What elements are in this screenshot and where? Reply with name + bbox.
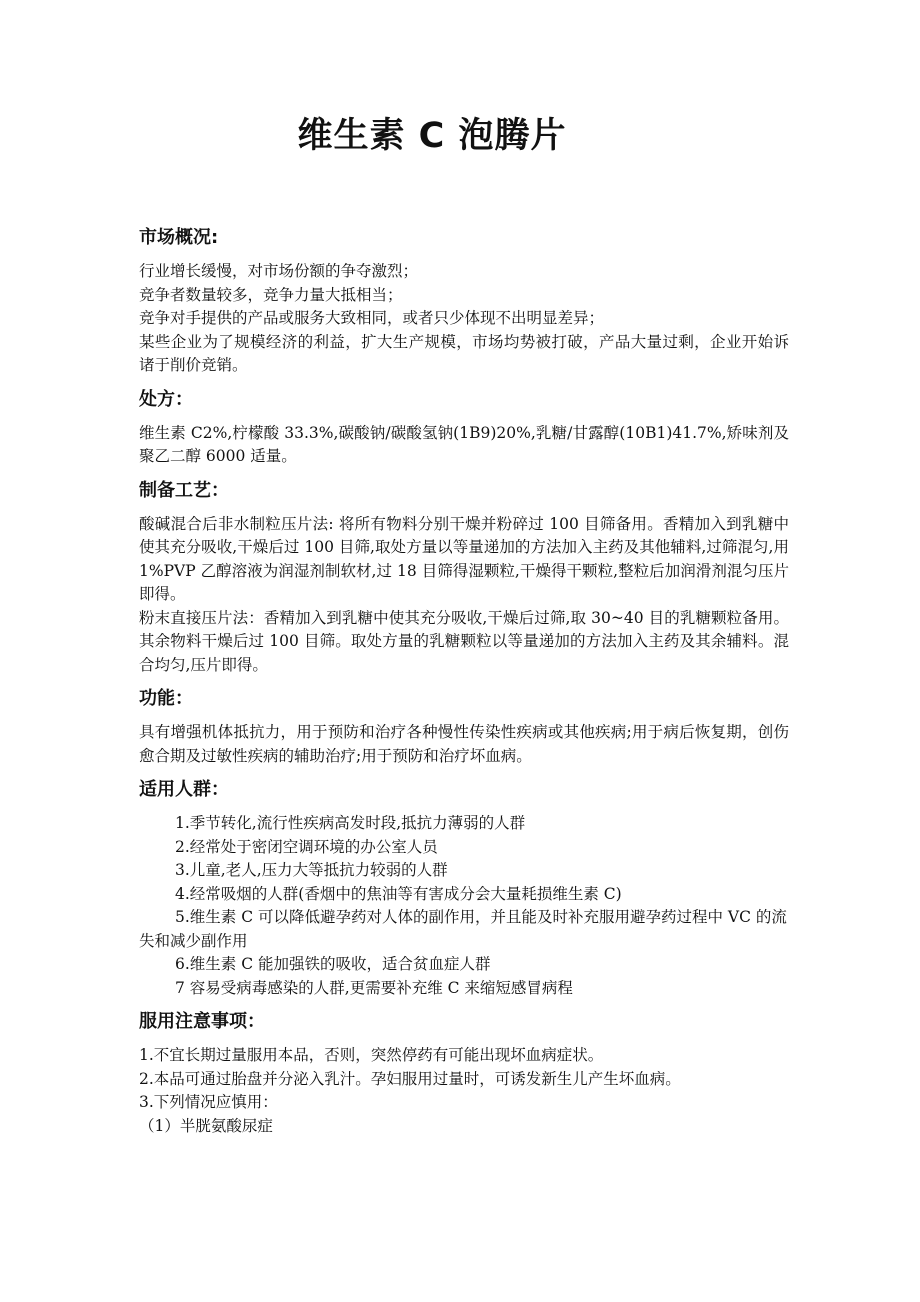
section-preparation-process [139,477,789,678]
list-item: 4.经常吸烟的人群(香烟中的焦油等有害成分会大量耗损维生素 C) [175,884,622,903]
list-item: 6.维生素 C 能加强铁的吸收，适合贫血症人群 [175,955,491,973]
paragraph-line: 1.不宜长期过量服用本品，否则，突然停药有可能出现坏血病症状。 [139,1046,604,1064]
section-function [139,685,789,768]
list-item: 3.儿童,老人,压力大等抵抗力较弱的人群 [175,861,448,879]
paragraph-line: 酸碱混合后非水制粒压片法: 将所有物料分别干燥并粉碎过 100 目筛备用。香精加入到乳糖中使其充分吸收,干燥后过 100 目筛,取处方量以等量递加的方法加入主药及其他辅料,过筛混匀,用 1%PVP 乙醇溶液为润湿剂制软材,过 18 目筛得湿颗粒,干燥得干颗粒,整粒后加润滑剂混匀压片即得。 [139,514,789,603]
section-prescription [139,386,789,469]
paragraph-line: 3.下列情况应慎用： [139,1093,278,1111]
paragraph-line: 竞争者数量较多，竞争力量大抵相当； [139,285,403,304]
paragraph-line: 2.本品可通过胎盘并分泌入乳汁。孕妇服用过量时，可诱发新生儿产生坏血病。 [139,1069,681,1088]
section-market-overview [139,224,789,378]
paragraph-line: 竞争对手提供的产品或服务大致相同，或者只少体现不出明显差异； [139,309,605,327]
section-heading: 制备工艺： [139,479,229,501]
section-heading: 功能： [139,688,193,709]
section-heading: 服用注意事项： [139,1011,265,1032]
section-target-population [139,776,789,1000]
section-precautions [139,1008,789,1138]
paragraph-line: 某些企业为了规模经济的利益，扩大生产规模，市场均势被打破，产品大量过剩，企业开始诉诸于削价竞销。 [139,332,789,374]
list-item: 1.季节转化,流行性疾病高发时段,抵抗力薄弱的人群 [175,814,526,832]
list-item: 2.经常处于密闭空调环境的办公室人员 [175,837,438,856]
document-title: 维生素 C 泡腾片 [297,116,567,156]
paragraph-line: 行业增长缓慢，对市场份额的争夺激烈； [139,262,419,280]
section-heading: 市场概况: [139,227,219,248]
paragraph-line: 粉末直接压片法：香精加入到乳糖中使其充分吸收,干燥后过筛,取 30~40 目的乳糖颗粒备用。其余物料干燥后过 100 目筛。取处方量的乳糖颗粒以等量递加的方法加入主药及其余辅料。混合均匀,压片即得。 [139,608,789,674]
paragraph-line: （1）半胱氨酸尿症 [139,1116,273,1135]
paragraph-line: 维生素 C2%,柠檬酸 33.3%,碳酸钠/碳酸氢钠(1B9)20%,乳糖/甘露醇(10B1)41.7%,矫味剂及聚乙二醇 6000 适量。 [139,423,789,465]
section-heading: 适用人群： [139,779,229,800]
document-body [139,216,789,1138]
list-item: 7 容易受病毒感染的人群,更需要补充维 C 来缩短感冒病程 [175,978,573,997]
section-heading: 处方： [139,388,193,410]
list-item: 5.维生素 C 可以降低避孕药对人体的副作用，并且能及时补充服用避孕药过程中 VC 的流失和减少副作用 [139,908,787,950]
paragraph-line: 具有增强机体抵抗力，用于预防和治疗各种慢性传染性疾病或其他疾病;用于病后恢复期，创伤愈合期及过敏性疾病的辅助治疗;用于预防和治疗坏血病。 [139,723,789,765]
